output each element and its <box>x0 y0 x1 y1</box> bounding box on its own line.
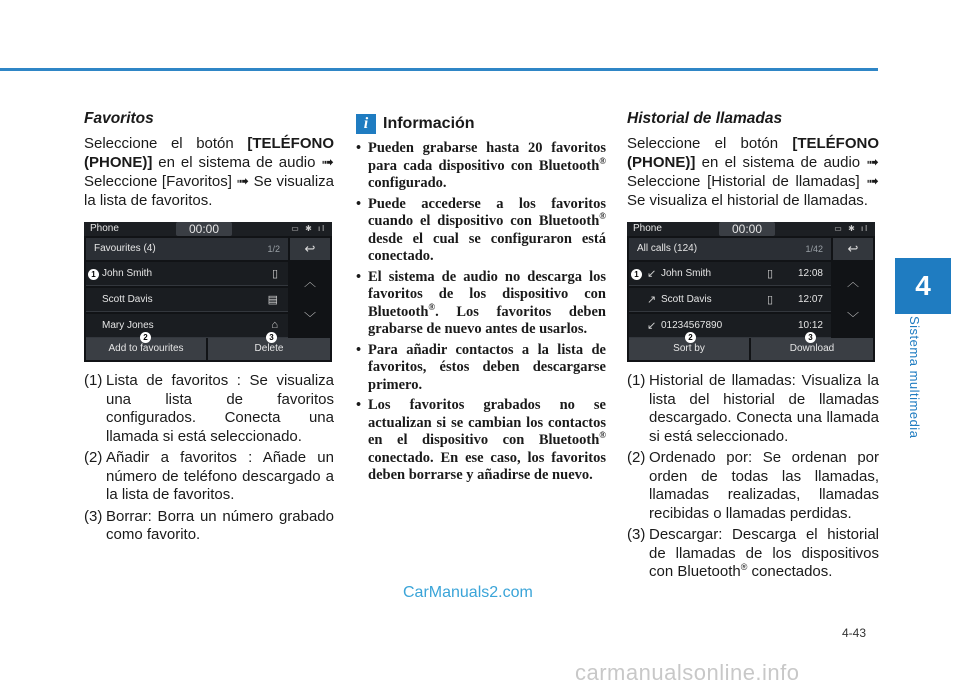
sort-by-button[interactable]: Sort by 2 <box>629 338 749 360</box>
callout-marker: 3 <box>266 332 277 343</box>
calls-count: All calls (124) <box>637 243 698 254</box>
scroll-down-icon[interactable]: ﹀ <box>303 311 316 325</box>
call-time: 10:12 <box>797 320 823 331</box>
contact-name: Mary Jones <box>102 320 154 331</box>
list-item: • Puede accederse a los favoritos cuando el dispositivo con Bluetooth® desde el cual se configuraron está conectado. <box>356 195 606 264</box>
clock: 00:00 <box>719 222 775 236</box>
callout-marker: 2 <box>140 332 151 343</box>
top-rule <box>0 68 878 71</box>
office-icon: ▤ <box>267 294 278 306</box>
callout-marker: 2 <box>685 332 696 343</box>
call-row[interactable] <box>629 288 831 312</box>
calls-header <box>629 238 831 260</box>
clock: 00:00 <box>176 222 232 236</box>
callout-marker: 1 <box>88 269 99 280</box>
favoritos-items <box>84 372 334 545</box>
list-item: • Para añadir contactos a la lista de favoritos, éstos deben descargarse primero. <box>356 341 606 393</box>
call-row[interactable] <box>629 262 831 286</box>
historial-intro: Seleccione el botón [TELÉFONO (PHONE)] en el sistema de audio ➟ Seleccione [Historial de llamadas] ➟ Se visualiza el historial de llamadas. <box>627 135 879 209</box>
info-bullets <box>356 140 606 485</box>
list-item: (1) Historial de llamadas: Visualiza la lista del historial de llamadas descargado. Conecta una llamada si está seleccionado. <box>627 372 879 445</box>
mobile-icon: ▯ <box>271 268 278 280</box>
status-bar <box>84 222 332 236</box>
scroll-down-icon[interactable]: ﹀ <box>846 311 859 325</box>
call-row[interactable] <box>629 314 831 338</box>
list-item: (3) Borrar: Borra un número grabado como favorito. <box>84 507 334 543</box>
add-to-favourites-button[interactable]: Add to favourites 2 <box>86 338 206 360</box>
favourites-screen <box>84 222 332 362</box>
status-icons: ▭ ✱ ıl <box>291 224 326 233</box>
list-item: (2) Ordenado por: Se ordenan por orden de todas las llamadas, llamadas realizadas, llamadas recibidas o llamadas perdidas. <box>627 449 879 522</box>
favoritos-title: Favoritos <box>84 110 154 127</box>
list-item: (1) Lista de favoritos : Se visualiza una lista de favoritos configurados. Conecta una llamada si está seleccionado. <box>84 372 334 445</box>
list-item: (3) Descargar: Descarga el historial de llamadas de los dispositivos con Bluetooth® conectados. <box>627 526 879 580</box>
list-item: • Pueden grabarse hasta 20 favoritos para cada dispositivo con Bluetooth® configurado. <box>356 140 606 191</box>
call-time: 12:07 <box>797 294 823 305</box>
mobile-icon: ▯ <box>766 268 773 280</box>
list-item: (2) Añadir a favoritos : Añade un número de teléfono descargado a la lista de favoritos. <box>84 449 334 503</box>
footer-watermark: carmanualsonline.info <box>575 660 800 685</box>
scroll-up-icon[interactable]: ︿ <box>846 275 859 289</box>
favourite-row[interactable] <box>86 288 288 312</box>
call-history-screen <box>627 222 875 362</box>
back-button[interactable]: ↩ <box>290 238 330 260</box>
screen-title: Phone <box>633 223 662 234</box>
page-indicator: 1/2 <box>267 244 280 254</box>
info-heading <box>356 114 606 134</box>
historial-column <box>627 110 879 585</box>
historial-title: Historial de llamadas <box>627 110 783 127</box>
status-icons: ▭ ✱ ıl <box>834 224 869 233</box>
page-indicator: 1/42 <box>805 244 823 254</box>
favoritos-column <box>84 110 334 548</box>
delete-button[interactable]: Delete 3 <box>208 338 330 360</box>
info-column <box>356 110 606 488</box>
missed-call-icon: ↙ <box>647 320 657 332</box>
info-icon: i <box>356 114 376 134</box>
call-time: 12:08 <box>797 268 823 279</box>
screen-title: Phone <box>90 223 119 234</box>
favourite-row[interactable] <box>86 314 288 338</box>
watermark: CarManuals2.com <box>403 584 533 601</box>
chapter-label: Sistema multimedia <box>907 316 922 439</box>
back-button[interactable]: ↩ <box>833 238 873 260</box>
favourites-count: Favourites (4) <box>94 243 156 254</box>
home-icon: ⌂ <box>271 319 278 331</box>
historial-items <box>627 372 879 582</box>
page-number: 4-43 <box>842 626 867 640</box>
contact-number: 01234567890 <box>661 320 723 331</box>
status-bar <box>627 222 875 236</box>
list-item: • El sistema de audio no descarga los favoritos de los dispositivo con Bluetooth®. Los favoritos deben grabarse de nuevo antes de usarlos. <box>356 268 606 337</box>
favoritos-intro: Seleccione el botón [TELÉFONO (PHONE)] en el sistema de audio ➟ Seleccione [Favoritos] ➟ Se visualiza la lista de favoritos. <box>84 135 334 209</box>
mobile-icon: ▯ <box>766 294 773 306</box>
callout-marker: 3 <box>805 332 816 343</box>
contact-name: Scott Davis <box>102 294 153 305</box>
scroll-up-icon[interactable]: ︿ <box>303 275 316 289</box>
chapter-tab: 4 <box>895 258 951 314</box>
callout-marker: 1 <box>631 269 642 280</box>
list-item: • Los favoritos grabados no se actualizan si se cambian los contactos en el dispositivo con Bluetooth® conectado. En ese caso, los favoritos deben borrarse y añadirse de nuevo. <box>356 397 606 483</box>
outgoing-call-icon: ↗ <box>647 294 657 306</box>
favourite-row[interactable] <box>86 262 288 286</box>
contact-name: John Smith <box>102 268 153 279</box>
download-button[interactable]: Download 3 <box>751 338 873 360</box>
contact-name: John Smith <box>661 268 712 279</box>
contact-name: Scott Davis <box>661 294 712 305</box>
favourites-header <box>86 238 288 260</box>
info-title: Información <box>383 115 475 132</box>
incoming-call-icon: ↙ <box>647 268 657 280</box>
